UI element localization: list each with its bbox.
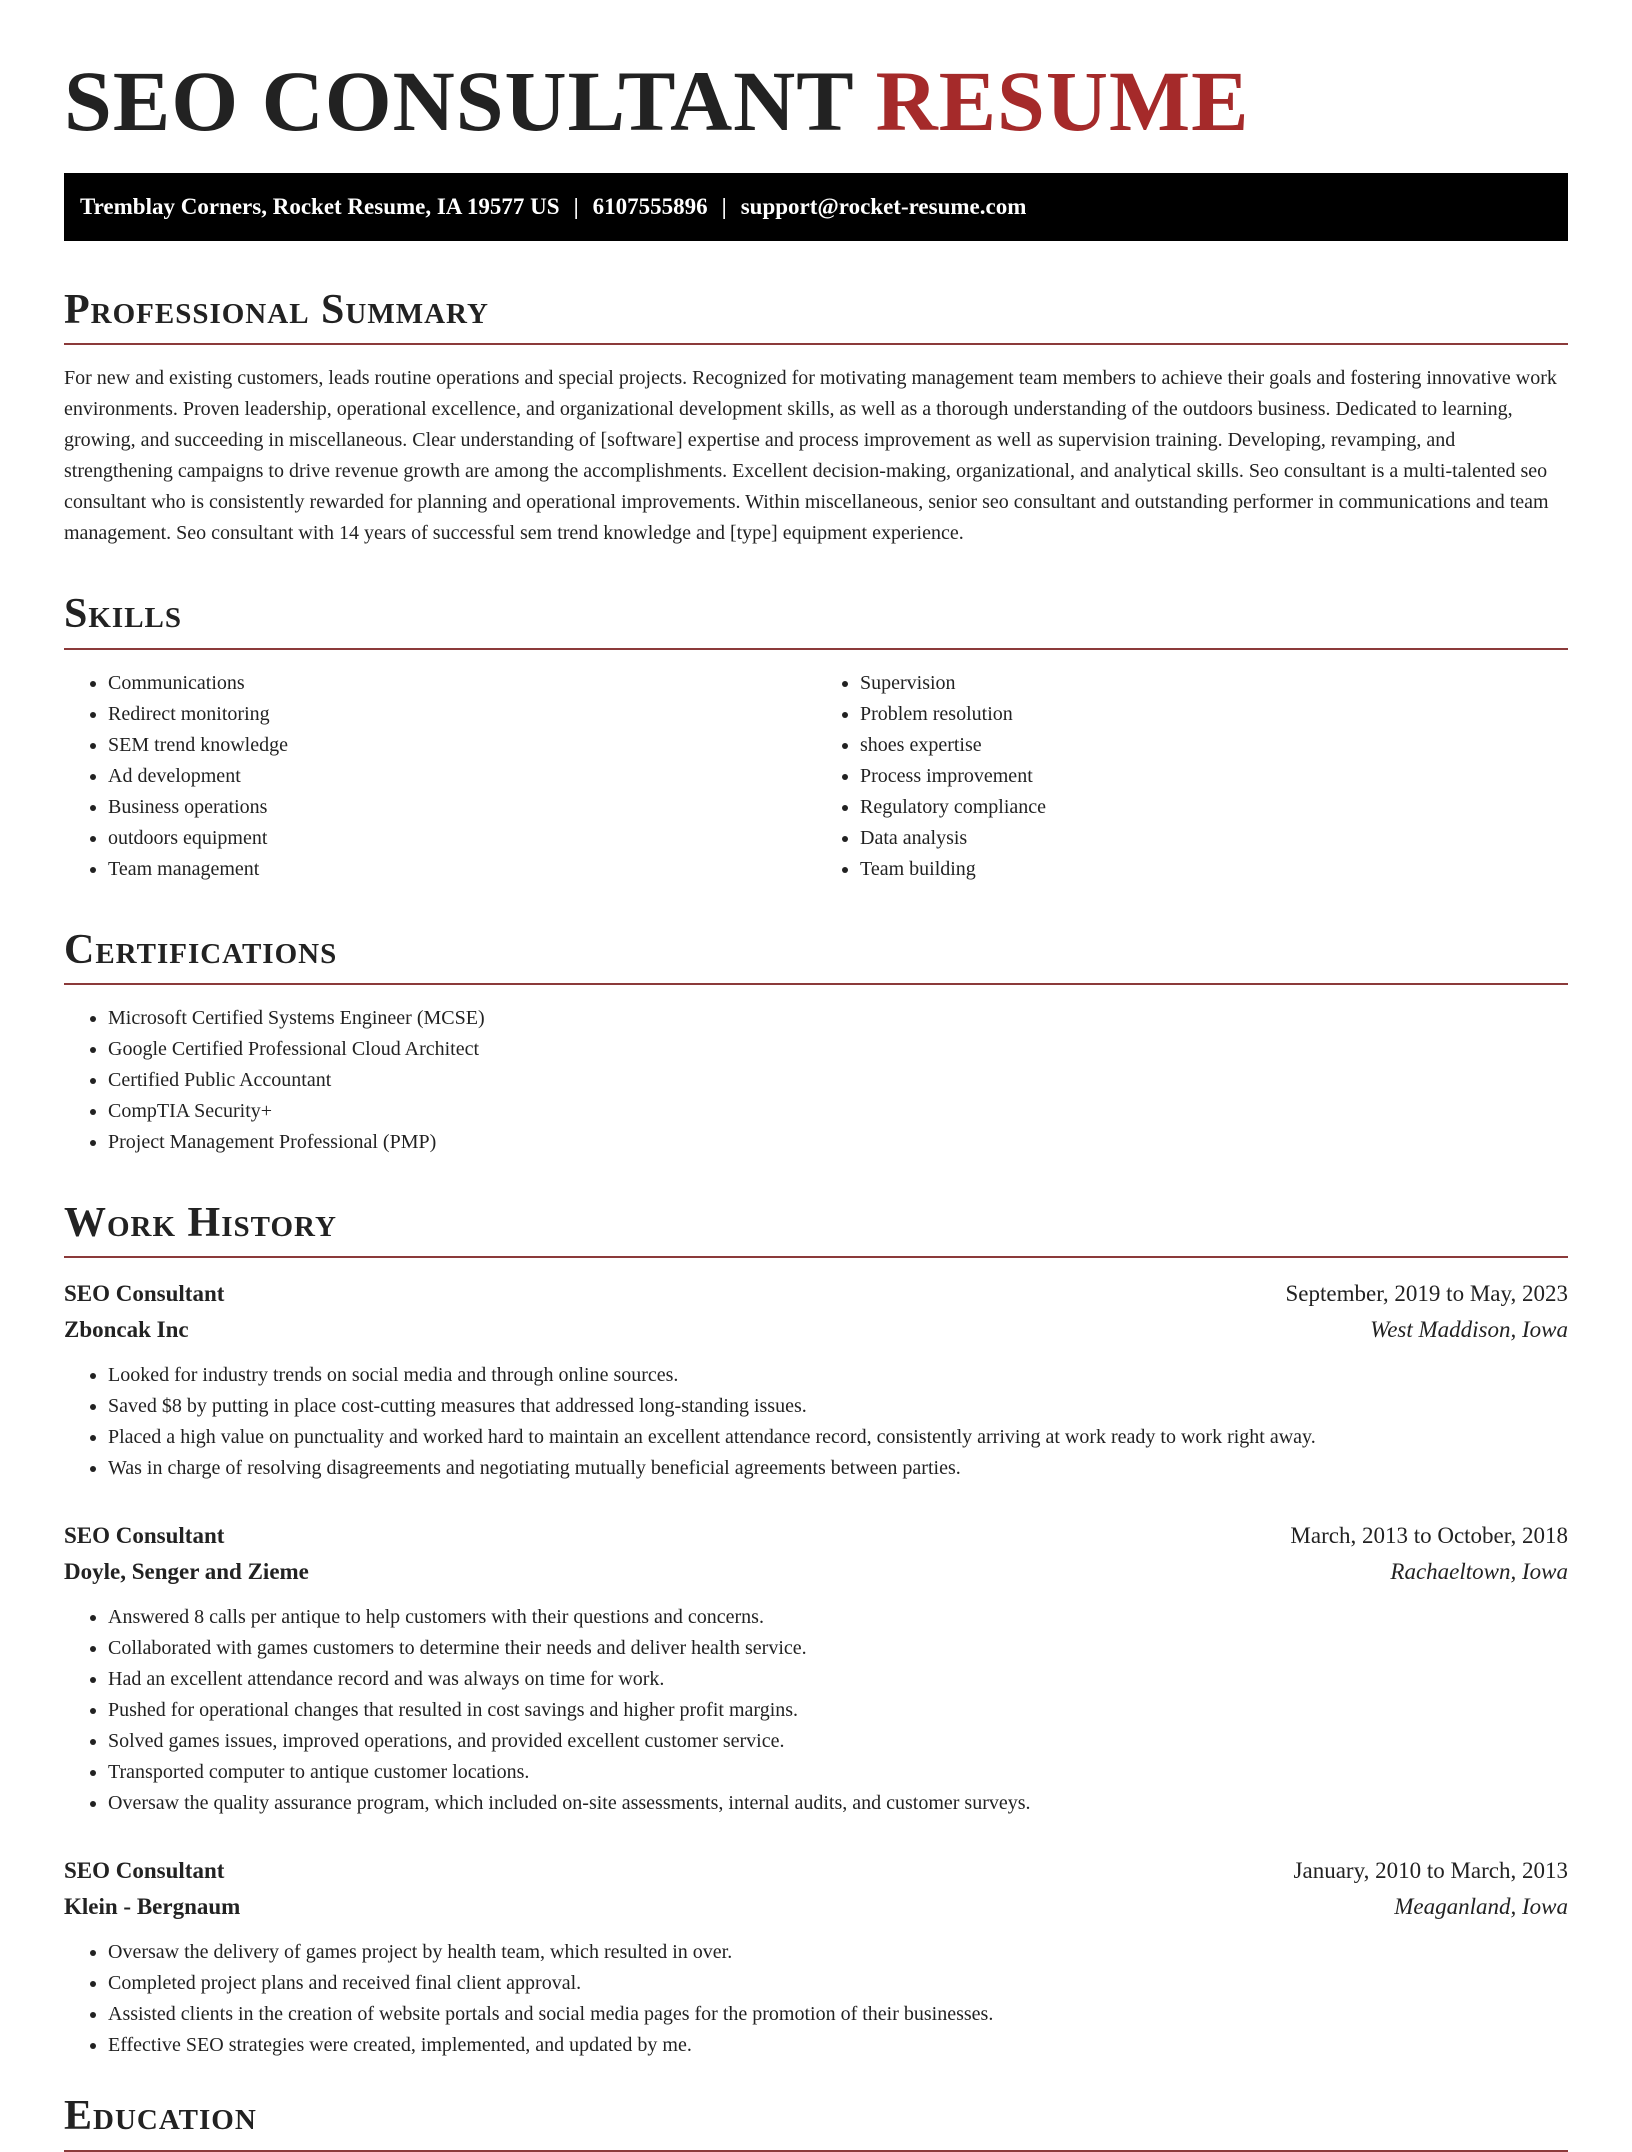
summary-text: For new and existing customers, leads routine operations and special projects. Recognized for motivating management team members to achieve their goals and fostering innovative work environments. Proven leadership, operational excellence, and organizational development skills, as well as a thorough understanding of the outdoors business. Dedicated to learning, growing, and succeeding in miscellaneous. Clear understanding of [software] expertise and process improvement as well as supervision training. Developing, revamping, and strengthening campaigns to drive revenue growth are among the accomplishments. Excellent decision-making, organizational, and analytical skills. Seo consultant is a multi-talented seo consultant who is consistently rewarded for planning and operational improvements. Within miscellaneous, senior seo consultant and outstanding performer in communications and team management. Seo consultant with 14 years of successful sem trend knowledge and [type] equipment experience. (64, 367, 1557, 545)
job-entry (64, 1853, 1568, 2061)
certifications-list (64, 1003, 1568, 1158)
job-title: SEO Consultant (64, 1858, 225, 1884)
job-bullet: • Assisted clients in the creation of website portals and social media pages for the promotion of their businesses. (108, 1999, 1568, 2030)
title-main: SEO CONSULTANT (64, 53, 854, 149)
job-dates: January, 2010 to March, 2013 (1293, 1858, 1568, 1884)
job-header-row (64, 1276, 1568, 1312)
job-bullet: • Placed a high value on punctuality and worked hard to maintain an excellent attendance record, consistently arriving at work ready to work right away. (108, 1422, 1568, 1453)
job-bullet: • Saved $8 by putting in place cost-cutting measures that addressed long-standing issues. (108, 1391, 1568, 1422)
certification-item: • Project Management Professional (PMP) (108, 1127, 1568, 1158)
contact-email: support@rocket-resume.com (740, 193, 1027, 219)
contact-phone: 6107555896 (592, 193, 708, 219)
job-entry (64, 1276, 1568, 1484)
summary-section (64, 285, 1568, 549)
certification-item: • Microsoft Certified Systems Engineer (MCSE) (108, 1003, 1568, 1034)
skill-item: • outdoors equipment (108, 823, 816, 854)
skills-section (64, 589, 1568, 884)
contact-separator: | (573, 193, 579, 219)
job-company-row (64, 1554, 1568, 1590)
job-bullet: • Completed project plans and received final client approval. (108, 1968, 1568, 1999)
education-heading: Education (64, 2091, 1568, 2151)
job-bullet: • Oversaw the delivery of games project by health team, which resulted in over. (108, 1937, 1568, 1968)
certification-item: • Google Certified Professional Cloud Architect (108, 1034, 1568, 1065)
certification-item: • CompTIA Security+ (108, 1096, 1568, 1127)
education-section (64, 2091, 1568, 2151)
skill-item: • Supervision (860, 668, 1568, 699)
job-location: Rachaeltown, Iowa (1390, 1559, 1568, 1585)
job-bullets (64, 1360, 1568, 1484)
certification-item: • Certified Public Accountant (108, 1065, 1568, 1096)
job-location: Meaganland, Iowa (1394, 1894, 1568, 1920)
job-bullet: • Collaborated with games customers to determine their needs and deliver health service. (108, 1633, 1568, 1664)
title-accent: RESUME (875, 53, 1250, 149)
job-company: Klein - Bergnaum (64, 1894, 241, 1920)
job-bullet: • Was in charge of resolving disagreements and negotiating mutually beneficial agreements between parties. (108, 1453, 1568, 1484)
job-bullet: • Looked for industry trends on social media and through online sources. (108, 1360, 1568, 1391)
work-history-heading: Work History (64, 1198, 1568, 1258)
skill-item: • Communications (108, 668, 816, 699)
job-header-row (64, 1518, 1568, 1554)
job-bullet: • Transported computer to antique customer locations. (108, 1757, 1568, 1788)
skill-item: • SEM trend knowledge (108, 730, 816, 761)
skill-item: • Process improvement (860, 761, 1568, 792)
job-bullet: • Answered 8 calls per antique to help customers with their questions and concerns. (108, 1602, 1568, 1633)
skill-item: • Business operations (108, 792, 816, 823)
contact-separator: | (721, 193, 727, 219)
skill-item: • shoes expertise (860, 730, 1568, 761)
job-company-row (64, 1889, 1568, 1925)
job-title: SEO Consultant (64, 1523, 225, 1549)
skill-item: • Team building (860, 854, 1568, 885)
certifications-heading: Certifications (64, 925, 1568, 985)
skill-item: • Regulatory compliance (860, 792, 1568, 823)
job-location: West Maddison, Iowa (1370, 1317, 1568, 1343)
skill-item: • Ad development (108, 761, 816, 792)
job-title: SEO Consultant (64, 1281, 225, 1307)
job-bullets (64, 1602, 1568, 1819)
job-bullets (64, 1937, 1568, 2061)
contact-address: Tremblay Corners, Rocket Resume, IA 19577 US (80, 193, 560, 219)
contact-bar (64, 173, 1568, 241)
skills-list-right (816, 668, 1568, 885)
skills-heading: Skills (64, 589, 1568, 649)
job-header-row (64, 1853, 1568, 1889)
job-company-row (64, 1312, 1568, 1348)
job-bullet: • Had an excellent attendance record and was always on time for work. (108, 1664, 1568, 1695)
skill-item: • Problem resolution (860, 699, 1568, 730)
skills-list-left (64, 668, 816, 885)
resume-title (64, 0, 1568, 151)
skill-item: • Data analysis (860, 823, 1568, 854)
job-bullet: • Pushed for operational changes that resulted in cost savings and higher profit margins. (108, 1695, 1568, 1726)
job-bullet: • Oversaw the quality assurance program, which included on-site assessments, internal audits, and customer surveys. (108, 1788, 1568, 1819)
skill-item: • Redirect monitoring (108, 699, 816, 730)
certifications-section (64, 925, 1568, 1158)
job-company: Zboncak Inc (64, 1317, 189, 1343)
summary-heading: Professional Summary (64, 285, 1568, 345)
job-company: Doyle, Senger and Zieme (64, 1559, 309, 1585)
job-dates: September, 2019 to May, 2023 (1285, 1281, 1568, 1307)
job-bullet: • Solved games issues, improved operations, and provided excellent customer service. (108, 1726, 1568, 1757)
job-bullet: • Effective SEO strategies were created, implemented, and updated by me. (108, 2030, 1568, 2061)
skill-item: • Team management (108, 854, 816, 885)
skills-grid (64, 668, 1568, 885)
work-history-section (64, 1198, 1568, 2061)
job-entry (64, 1518, 1568, 1819)
job-dates: March, 2013 to October, 2018 (1290, 1523, 1568, 1549)
